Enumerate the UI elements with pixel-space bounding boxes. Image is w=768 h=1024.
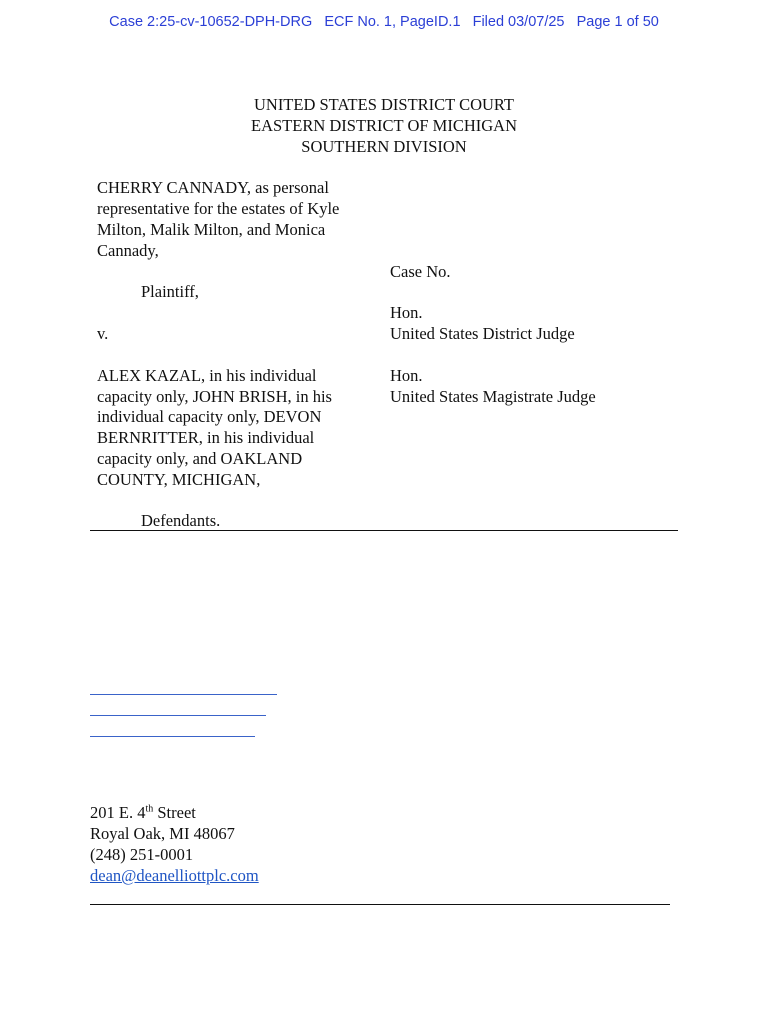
- court-division: SOUTHERN DIVISION: [301, 137, 467, 156]
- district-judge-hon: Hon.: [390, 303, 423, 322]
- address-street-number: 201 E. 4: [90, 803, 146, 822]
- plaintiff-line: CHERRY CANNADY, as personal: [97, 178, 329, 197]
- blank-link-line[interactable]: [90, 736, 255, 737]
- defendant-line: capacity only, JOHN BRISH, in his: [97, 387, 332, 406]
- case-number-label: Case No.: [390, 262, 451, 281]
- footer-divider: [90, 904, 670, 905]
- caption-divider: [90, 530, 678, 531]
- email-link[interactable]: dean@deanelliottplc.com: [90, 866, 259, 885]
- address-street-ordinal: th: [145, 803, 154, 815]
- magistrate-judge-title: United States Magistrate Judge: [390, 387, 596, 406]
- magistrate-judge-hon: Hon.: [390, 366, 423, 385]
- court-heading: [0, 94, 768, 157]
- plaintiff-line: Cannady,: [97, 241, 159, 260]
- blank-link-line[interactable]: [90, 694, 277, 695]
- defendant-line: ALEX KAZAL, in his individual: [97, 366, 317, 385]
- plaintiff-line: Milton, Malik Milton, and Monica: [97, 220, 326, 239]
- address-street-name: Street: [153, 803, 196, 822]
- defendant-line: BERNRITTER, in his individual: [97, 428, 315, 447]
- plaintiff-line: representative for the estates of Kyle: [97, 199, 340, 218]
- district-judge-title: United States District Judge: [390, 324, 575, 343]
- blank-link-line[interactable]: [90, 715, 266, 716]
- plaintiff-role: Plaintiff,: [141, 282, 199, 301]
- address-city: Royal Oak, MI 48067: [90, 824, 235, 843]
- court-district: EASTERN DISTRICT OF MICHIGAN: [251, 116, 517, 135]
- defendant-line: capacity only, and OAKLAND: [97, 449, 303, 468]
- address-street: [90, 802, 196, 823]
- address-phone: (248) 251-0001: [90, 845, 194, 864]
- versus-label: v.: [97, 324, 109, 343]
- defendant-line: COUNTY, MICHIGAN,: [97, 470, 261, 489]
- court-name: UNITED STATES DISTRICT COURT: [253, 95, 514, 114]
- ecf-filing-header: Case 2:25-cv-10652-DPH-DRG ECF No. 1, PageID.1 Filed 03/07/25 Page 1 of 50: [109, 14, 659, 30]
- defendant-role: Defendants.: [141, 511, 221, 530]
- defendant-line: individual capacity only, DEVON: [97, 407, 322, 426]
